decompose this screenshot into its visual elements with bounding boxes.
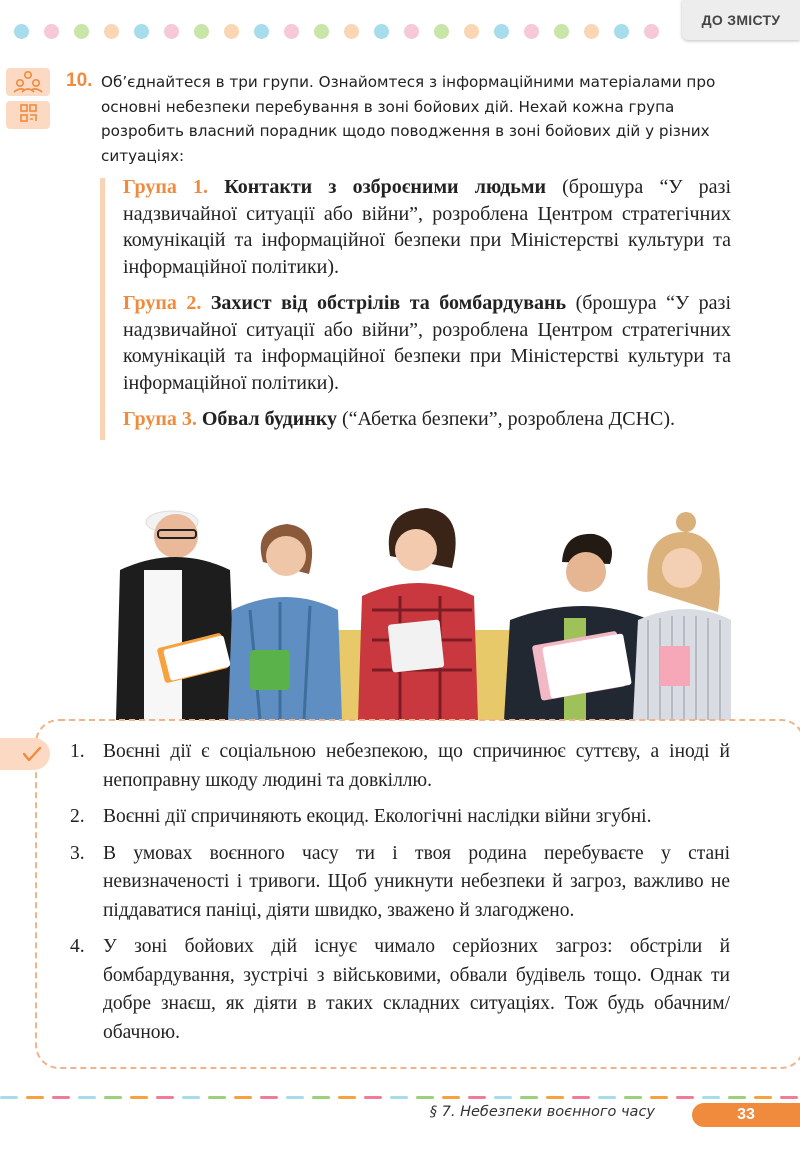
group-work-icon <box>6 68 50 96</box>
group-label: Група 3. <box>123 408 197 430</box>
task-instructions: Об’єднайтеся в три групи. Ознайомтеся з інформаційними матеріалами про основні небезпеки перебування в зоні бойових дій. Нехай кожна група розробить власний порадник щодо поводження в зоні бойових дій у різних ситуаціях: <box>101 73 716 165</box>
summary-item <box>70 840 730 926</box>
page-number: 33 <box>692 1103 800 1127</box>
group-title: Захист від обстрілів та бомбардувань <box>210 292 567 314</box>
summary-item-text: У зоні бойових дій існує чимало серйозних загроз: обстріли й бомбардування, зустрічі з військовими, обвали будівель тощо. Однак ти добре знаєш, як діяти в таких складних ситуаціях. Тож будь обачним/обачною. <box>103 936 730 1043</box>
group-item <box>123 174 731 280</box>
group-item <box>123 290 731 396</box>
summary-item-number: 1. <box>70 741 85 762</box>
summary-item-number: 4. <box>70 936 85 957</box>
section-title: § 7. Небезпеки воєнного часу <box>429 1104 655 1120</box>
group-description: (брошура “У разі надзвичайної ситуації або війни”, розроблена Центром стратегічних комунікацій та інформаційної безпеки при Міністерстві культури та інформаційної політики). <box>123 292 732 394</box>
table-of-contents-button[interactable]: ДО ЗМІСТУ <box>682 0 800 40</box>
summary-list <box>70 738 730 1055</box>
checkmark-icon <box>0 738 50 770</box>
footer-stripes <box>0 1096 800 1100</box>
group-label: Група 1. <box>123 176 209 198</box>
groups-accent-bar <box>100 178 105 440</box>
summary-item-number: 3. <box>70 842 85 864</box>
summary-item <box>70 933 730 1047</box>
groups-list <box>123 174 731 443</box>
summary-item <box>70 803 730 832</box>
group-title: Обвал будинку <box>201 408 337 430</box>
summary-item-text: Воєнні дії спричиняють екоцид. Екологічні наслідки війни згубні. <box>103 806 652 827</box>
group-label: Група 2. <box>123 292 202 314</box>
decorative-dots-row <box>14 24 674 40</box>
group-description: (брошура “У разі надзвичайної ситуації або війни”, розроблена Центром стратегічних комунікацій та інформаційної безпеки при Міністерстві культури та інформаційної політики). <box>123 176 731 278</box>
group-title: Контакти з озброєними людьми <box>224 176 546 198</box>
group-description: (“Абетка безпеки”, розроблена ДСНС). <box>337 408 676 430</box>
summary-item-number: 2. <box>70 806 85 827</box>
qr-code-icon <box>6 101 50 129</box>
summary-item-text: Воєнні дії є соціальною небезпекою, що спричинює суттєву, а іноді й непоправну шкоду людині та довкіллю. <box>103 741 730 791</box>
summary-item <box>70 738 730 795</box>
task-number: 10. <box>66 70 93 91</box>
summary-item-text: В умовах воєнного часу ти і твоя родина перебуваєте у стані невизначеності і тривоги. Щоб уникнути небезпеки й загроз, важливо не піддаватися паніці, діяти швидко, зважено й злагоджено. <box>103 842 730 921</box>
students-photo <box>100 470 731 720</box>
group-item <box>123 406 731 433</box>
